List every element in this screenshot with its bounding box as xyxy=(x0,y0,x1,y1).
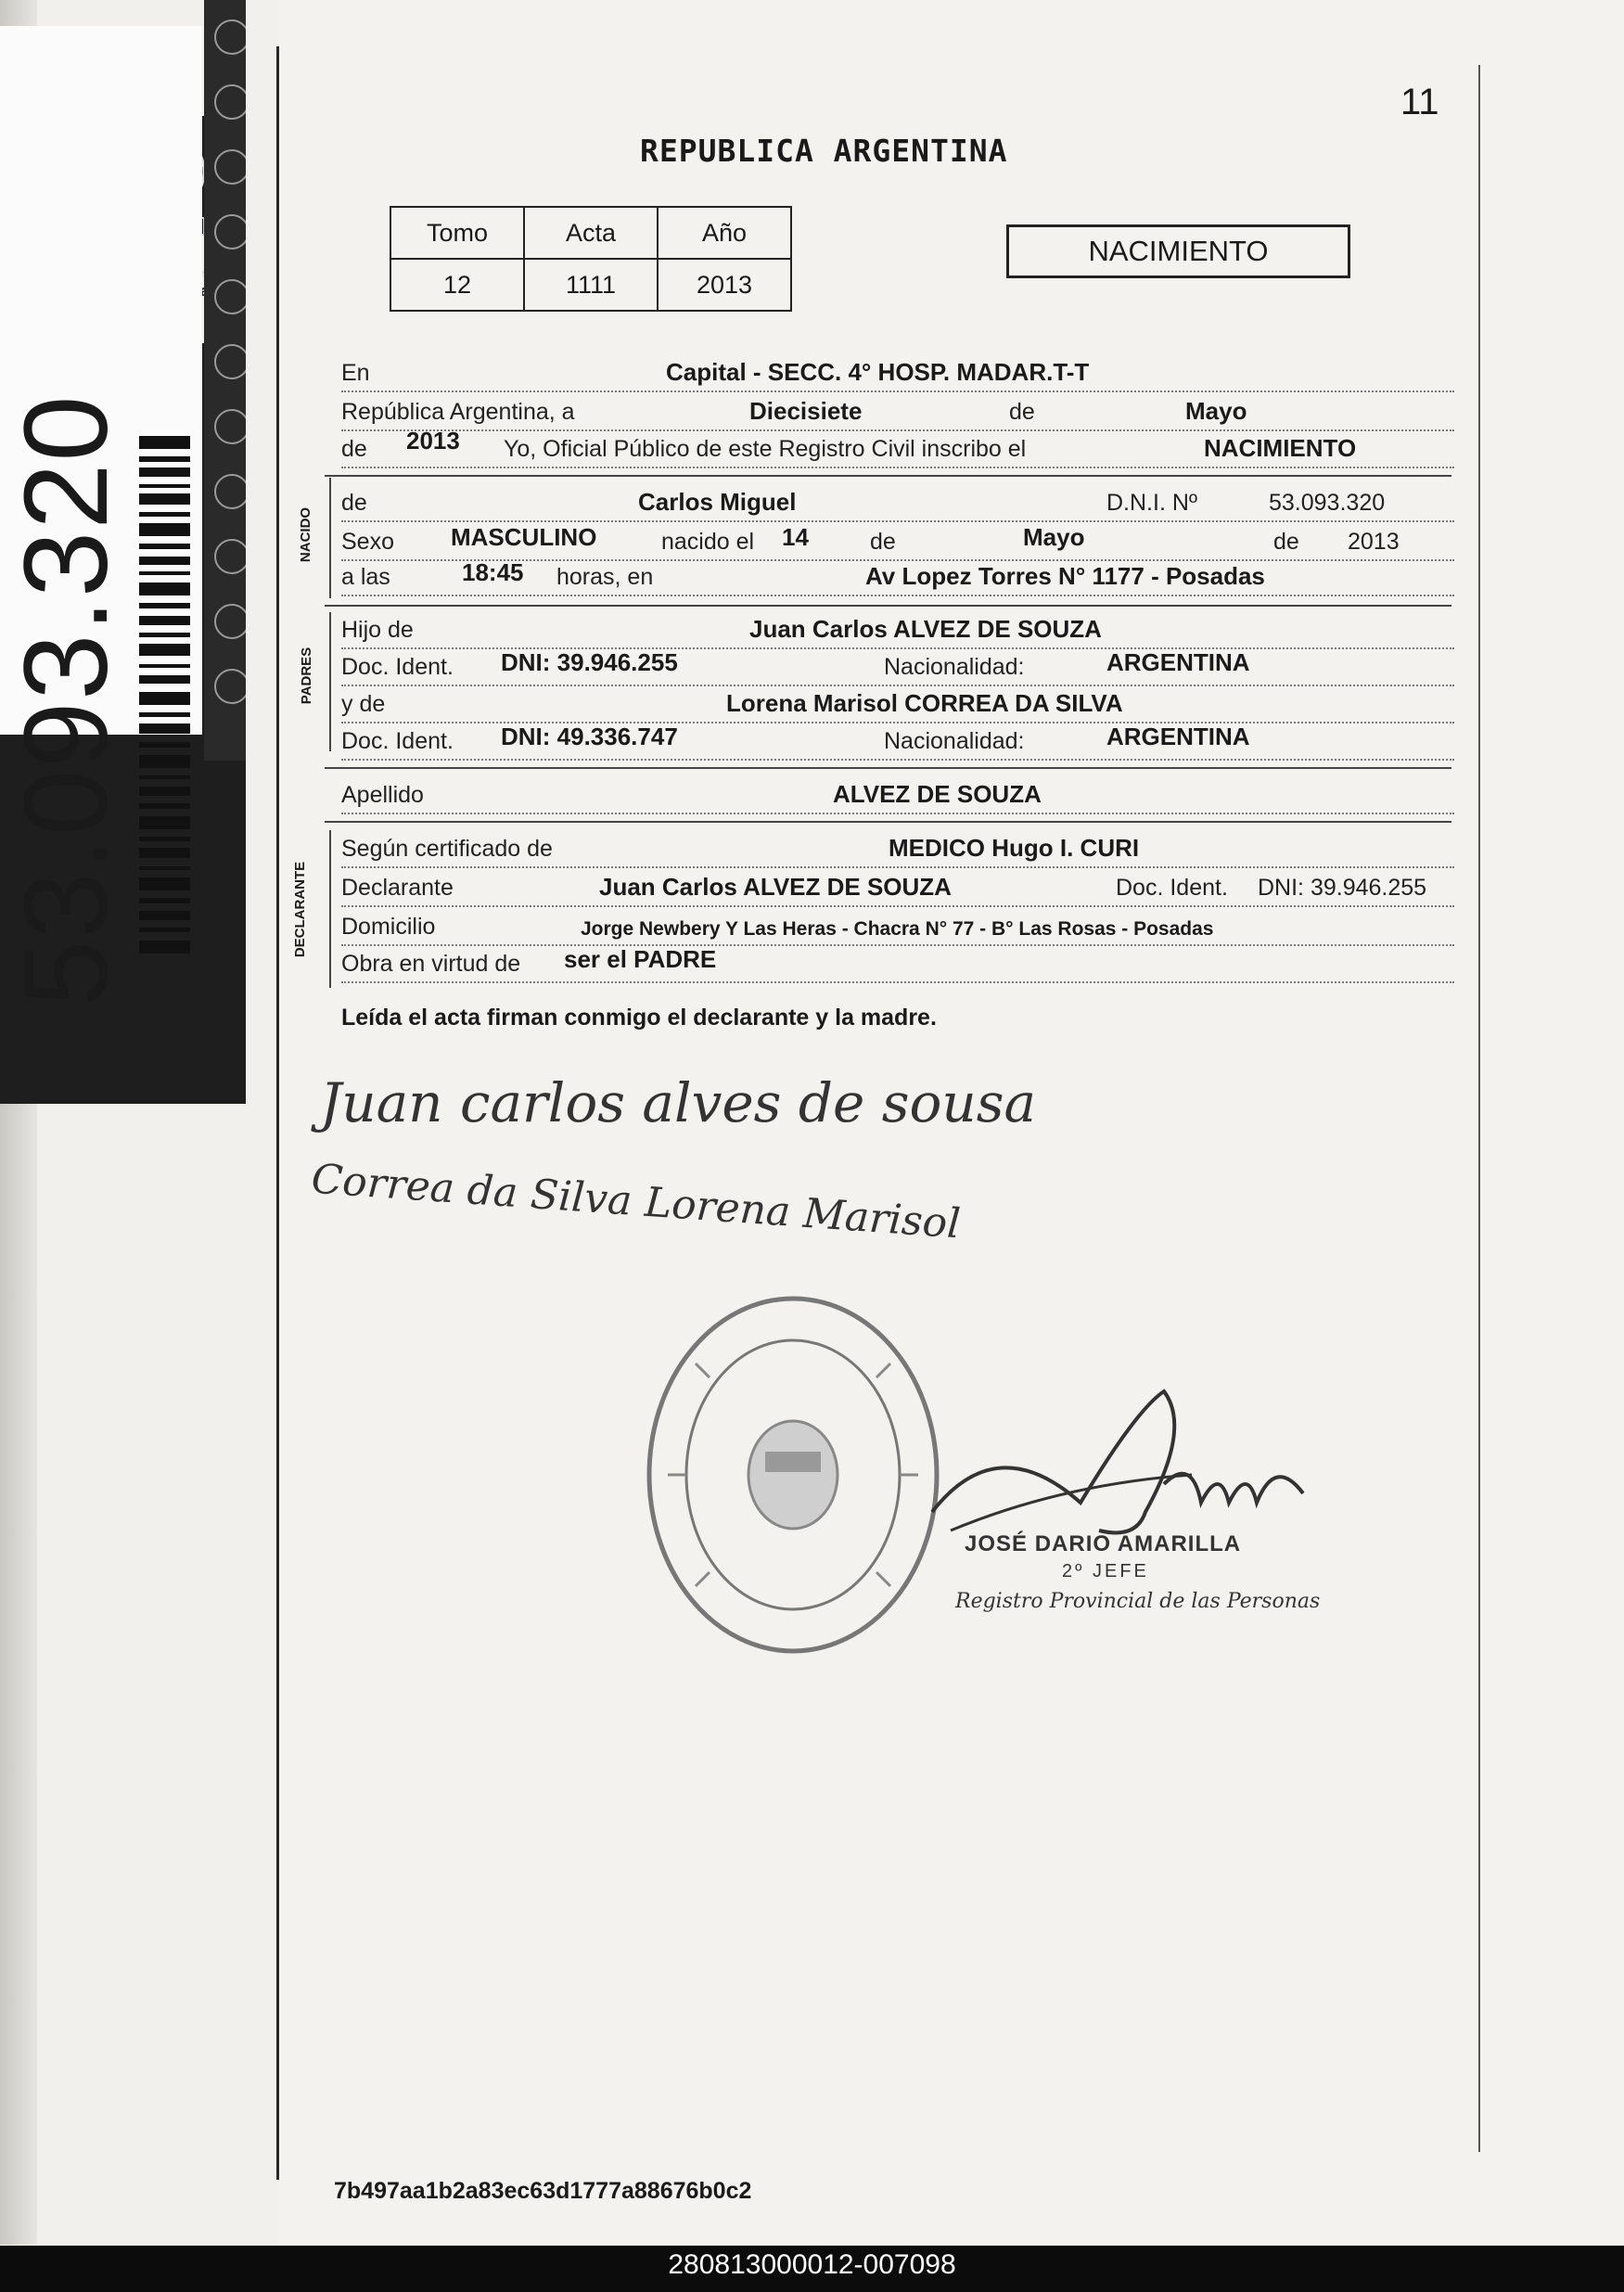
day-value: Diecisiete xyxy=(749,397,863,425)
year-value: 2013 xyxy=(406,427,460,455)
segun-label: Según certificado de xyxy=(341,836,553,862)
yde-label: y de xyxy=(341,691,386,717)
record-table-cell: 2013 xyxy=(658,259,791,311)
doc-label: Doc. Ident. xyxy=(341,728,454,754)
form-row-certificate xyxy=(341,833,1454,868)
right-border-rule xyxy=(1478,65,1480,2152)
form-row-declarant xyxy=(341,872,1454,907)
barcode-icon xyxy=(139,436,190,955)
record-table-header: Tomo xyxy=(390,207,524,259)
declarante-section-label: DECLARANTE xyxy=(292,861,309,958)
form-row-mother xyxy=(341,688,1454,723)
de-label: de xyxy=(1273,529,1299,555)
mother-nationality-value: ARGENTINA xyxy=(1106,723,1250,750)
nacido-bracket xyxy=(329,478,331,598)
en-label: En xyxy=(341,360,370,386)
record-type-box: NACIMIENTO xyxy=(1006,224,1350,278)
form-row-birth xyxy=(341,523,1454,561)
official-stamp-icon xyxy=(640,1289,946,1660)
alas-label: a las xyxy=(341,564,390,590)
officer-name: JOSÉ DARIO AMARILLA xyxy=(965,1531,1242,1556)
footer-code: 280813000012-007098 xyxy=(668,2249,956,2280)
obra-value: ser el PADRE xyxy=(564,945,717,973)
father-name-value: Juan Carlos ALVEZ DE SOUZA xyxy=(749,615,1102,643)
nationality-label: Nacionalidad: xyxy=(884,728,1025,754)
sexo-label: Sexo xyxy=(341,529,394,555)
father-doc-value: DNI: 39.946.255 xyxy=(501,648,678,676)
de-label: de xyxy=(870,529,896,555)
birth-day-value: 14 xyxy=(782,523,809,551)
record-table-cell: 12 xyxy=(390,259,524,311)
doc-label: Doc. Ident. xyxy=(1116,875,1228,901)
declarant-doc-value: DNI: 39.946.255 xyxy=(1258,875,1427,901)
mother-handwritten-signature: Correa da Silva Lorena Marisol xyxy=(310,1155,963,1248)
record-table xyxy=(390,206,792,312)
country-title: REPUBLICA ARGENTINA xyxy=(640,133,1008,169)
section-divider xyxy=(325,475,1451,477)
nacido-section-label: NACIDO xyxy=(298,506,314,563)
guilloche-pattern-icon xyxy=(204,0,246,761)
birth-time-value: 18:45 xyxy=(462,558,524,586)
section-divider xyxy=(325,767,1451,769)
record-table-header: Año xyxy=(658,207,791,259)
closing-statement: Leída el acta firman conmigo el declarante y la madre. xyxy=(341,1005,937,1031)
form-row-name xyxy=(341,487,1454,522)
horas-label: horas, en xyxy=(556,564,654,590)
father-handwritten-signature: Juan carlos alves de sousa xyxy=(320,1071,1037,1134)
form-row-time xyxy=(341,558,1454,596)
form-row-father xyxy=(341,614,1454,649)
nationality-label: Nacionalidad: xyxy=(884,654,1025,680)
record-table-header-row xyxy=(390,207,791,259)
domicilio-label: Domicilio xyxy=(341,914,436,940)
padres-section-label: PADRES xyxy=(299,647,315,705)
record-table-value-row xyxy=(390,259,791,311)
de-label: de xyxy=(341,436,367,462)
dni-label: D.N.I. Nº xyxy=(1106,490,1198,516)
form-row-official xyxy=(341,427,1454,468)
nacido-label: nacido el xyxy=(661,529,755,555)
officer-rank: 2º JEFE xyxy=(1062,1561,1149,1581)
certificate-value: MEDICO Hugo I. CURI xyxy=(889,834,1140,862)
record-table-header: Acta xyxy=(524,207,658,259)
form-row-surname xyxy=(341,779,1454,814)
form-row-address xyxy=(341,911,1454,946)
birth-month-value: Mayo xyxy=(1023,523,1085,551)
form-row-en xyxy=(341,357,1454,392)
official-text: Yo, Oficial Público de este Registro Civil inscribo el xyxy=(504,436,1027,462)
birth-year-value: 2013 xyxy=(1348,529,1400,555)
mother-doc-value: DNI: 49.336.747 xyxy=(501,723,678,750)
birth-place-value: Av Lopez Torres N° 1177 - Posadas xyxy=(865,562,1265,590)
form-row-obra xyxy=(341,945,1454,983)
record-table-cell: 1111 xyxy=(524,259,658,311)
sex-value: MASCULINO xyxy=(451,523,597,551)
dni-value: 53.093.320 xyxy=(1269,490,1386,516)
declarant-value: Juan Carlos ALVEZ DE SOUZA xyxy=(599,873,952,901)
address-value: Jorge Newbery Y Las Heras - Chacra N° 77 - B° Las Rosas - Posadas xyxy=(581,918,1214,940)
obra-label: Obra en virtud de xyxy=(341,951,521,977)
doc-label: Doc. Ident. xyxy=(341,654,454,680)
location-value: Capital - SECC. 4° HOSP. MADAR.T-T xyxy=(666,358,1090,386)
de-label: de xyxy=(341,490,367,516)
hijo-label: Hijo de xyxy=(341,617,414,643)
document-hash: 7b497aa1b2a83ec63d1777a88676b0c2 xyxy=(334,2178,752,2204)
month-value: Mayo xyxy=(1185,397,1247,425)
declarante-bracket xyxy=(329,830,331,988)
republica-label: República Argentina, a xyxy=(341,399,575,425)
dni-vertical-label: 53.093.320 xyxy=(0,393,133,1006)
form-row-father-doc xyxy=(341,648,1454,686)
officer-office: Registro Provincial de las Personas xyxy=(955,1590,1321,1613)
section-divider xyxy=(325,821,1451,823)
mother-name-value: Lorena Marisol CORREA DA SILVA xyxy=(726,689,1123,717)
section-divider xyxy=(325,605,1451,607)
form-row-date xyxy=(341,396,1454,431)
left-border-rule xyxy=(276,46,279,2180)
surname-value: ALVEZ DE SOUZA xyxy=(833,780,1042,808)
padres-bracket xyxy=(329,612,331,751)
officer-signature-icon xyxy=(914,1373,1349,1558)
apellido-label: Apellido xyxy=(341,782,424,808)
page-number: 11 xyxy=(1400,82,1439,122)
form-row-mother-doc xyxy=(341,725,1454,761)
father-nationality-value: ARGENTINA xyxy=(1106,648,1250,676)
declarante-label: Declarante xyxy=(341,875,454,901)
record-value: NACIMIENTO xyxy=(1204,434,1357,462)
child-name-value: Carlos Miguel xyxy=(638,488,797,516)
de-label: de xyxy=(1009,399,1035,425)
